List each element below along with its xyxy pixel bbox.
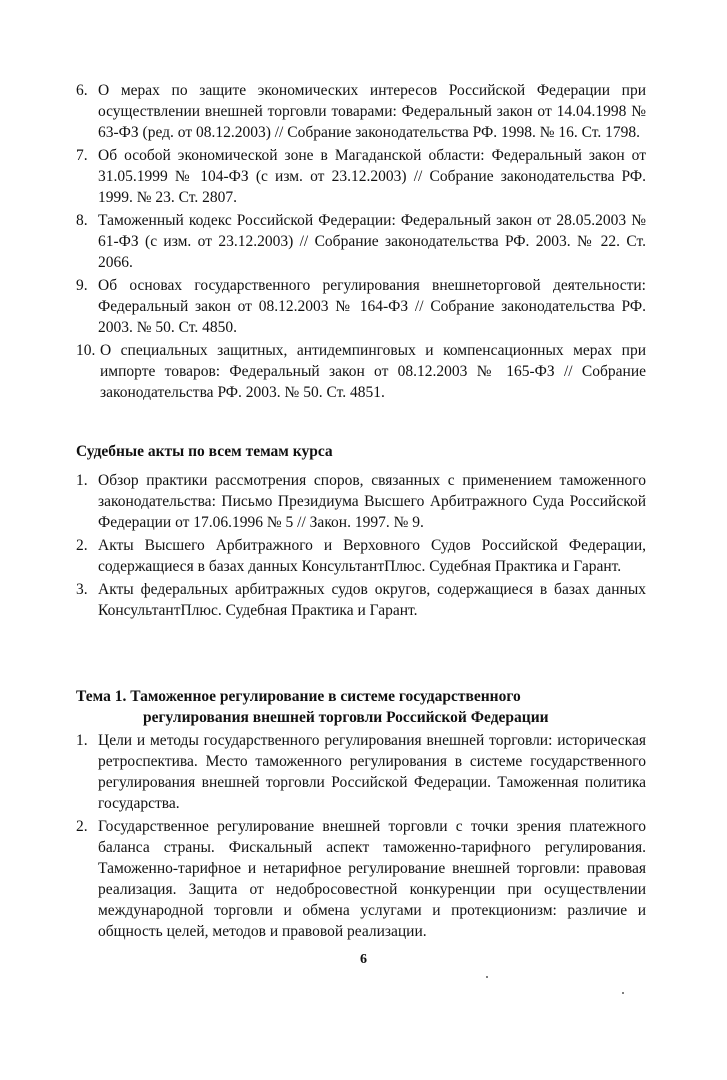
court-acts-list — [76, 470, 646, 623]
item-number: 1. — [76, 732, 88, 749]
item-text: О мерах по защите экономических интересов Российской Федерации при осуществлении внешней торговли товарами: Федеральный закон от 14.04.1998 № 63-ФЗ (ред. от 08.12.2003) // Собрание законодательства РФ. 1998. № 16. Ст. 1798. — [98, 82, 646, 141]
list-item — [76, 816, 646, 942]
list-item — [76, 80, 646, 143]
court-acts-heading: Судебные акты по всем темам курса — [76, 443, 333, 460]
item-text: Акты Высшего Арбитражного и Верховного Судов Российской Федерации, содержащиеся в базах данных КонсультантПлюс. Судебная Практика и Гарант. — [98, 537, 646, 575]
item-number: 3. — [76, 581, 88, 598]
item-text: Об особой экономической зоне в Магаданской области: Федеральный закон от 31.05.1999 № 104-ФЗ (с изм. от 23.12.2003) // Собрание законодательства РФ. 1999. № 23. Ст. 2807. — [98, 147, 646, 206]
topic-questions-list — [76, 730, 646, 944]
item-number: 8. — [76, 212, 88, 229]
list-item — [76, 470, 646, 533]
list-item — [76, 145, 646, 208]
item-text: Государственное регулирование внешней торговли с точки зрения платежного баланса страны. Фискальный аспект таможенно-тарифного регулирования. Таможенно-тарифное и нетарифное регулирование внешней торговли: правовая реализация. Защита от недобросовестной конкуренции при осуществлении международной торговли и обмена услугами и протекционизм: различие и общность целей, методов и правовой реализации. — [98, 818, 646, 940]
item-text: Обзор практики рассмотрения споров, связанных с применением таможенного законодательства: Письмо Президиума Высшего Арбитражного Суда Российской Федерации от 17.06.1996 № 5 // Закон. 1997. № 9. — [98, 472, 646, 531]
item-text: Акты федеральных арбитражных судов округов, содержащиеся в базах данных КонсультантПлюс. Судебная Практика и Гарант. — [98, 581, 646, 619]
item-number: 2. — [76, 537, 88, 554]
list-item — [76, 210, 646, 273]
list-item — [76, 275, 646, 338]
topic-heading-line1: Тема 1. Таможенное регулирование в системе государственного — [76, 688, 521, 705]
list-item — [76, 535, 646, 577]
topic-heading-line2: регулирования внешней торговли Российской Федерации — [143, 709, 549, 726]
list-item — [76, 579, 646, 621]
list-item — [76, 340, 646, 403]
item-text: Таможенный кодекс Российской Федерации: Федеральный закон от 28.05.2003 № 61-ФЗ (с изм. от 23.12.2003) // Собрание законодательства РФ. 2003. № 22. Ст. 2066. — [98, 212, 646, 271]
scan-speck — [486, 976, 488, 978]
item-number: 9. — [76, 277, 88, 294]
topic-heading — [76, 686, 656, 728]
laws-list — [76, 80, 646, 405]
item-number: 10. — [76, 342, 96, 359]
item-number: 6. — [76, 82, 88, 99]
item-text: Цели и методы государственного регулирования внешней торговли: историческая ретроспектива. Место таможенного регулирования в системе государственного регулирования внешней торговли Российской Федерации. Таможенная политика государства. — [98, 732, 646, 812]
list-item — [76, 730, 646, 814]
item-text: О специальных защитных, антидемпинговых и компенсационных мерах при импорте товаров: Федеральный закон от 08.12.2003 № 165-ФЗ // Собрание законодательства РФ. 2003. № 50. Ст. 4851. — [100, 342, 646, 401]
item-number: 1. — [76, 472, 88, 489]
item-number: 7. — [76, 147, 88, 164]
scan-speck — [622, 992, 624, 994]
item-number: 2. — [76, 818, 88, 835]
item-text: Об основах государственного регулирования внешнеторговой деятельности: Федеральный закон от 08.12.2003 № 164-ФЗ // Собрание законодательства РФ. 2003. № 50. Ст. 4850. — [98, 277, 646, 336]
page-number: 6 — [360, 952, 367, 967]
